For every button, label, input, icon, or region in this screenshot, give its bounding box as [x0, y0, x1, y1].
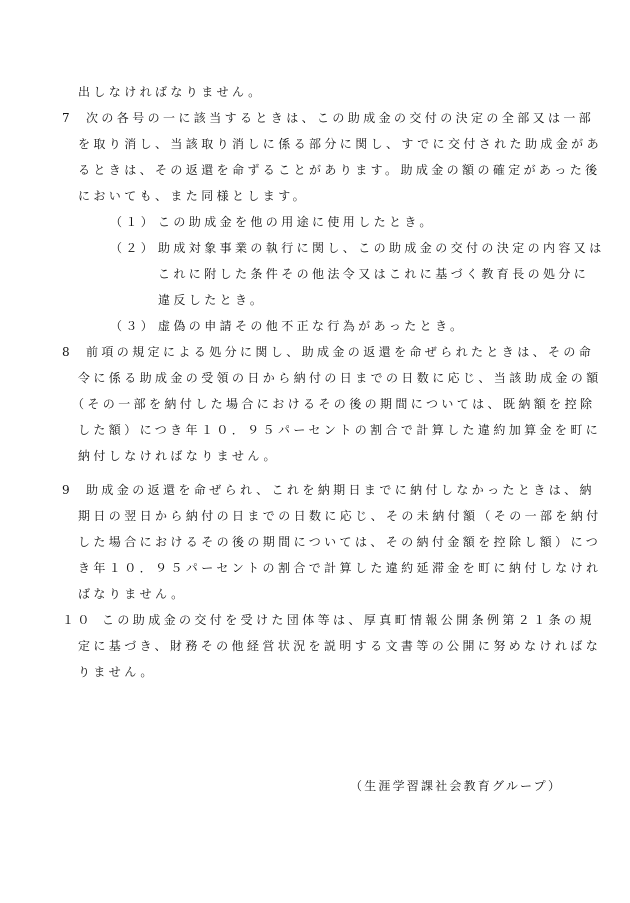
text-line: 定に基づき、財務その他経営状況を説明する文書等の公開に努めなければな	[78, 639, 602, 653]
text-line: りません。	[78, 665, 156, 679]
text-line: （その一部を納付した場合におけるその後の期間については、既納額を控除	[72, 397, 596, 411]
item-7-line: 7 次の各号の一に該当するときは、この助成金の交付の決定の全部又は一部	[62, 111, 595, 125]
text-line: るときは、その返還を命ずることがあります。助成金の額の確定があった後	[78, 163, 601, 177]
subitem-number: （１）	[110, 215, 157, 229]
subitem-number: （２）	[110, 241, 157, 255]
text-line: 令に係る助成金の受領の日から納付の日までの日数に応じ、当該助成金の額	[78, 371, 602, 385]
item-number: １０	[62, 613, 93, 627]
text-line: を取り消し、当該取り消しに係る部分に関し、すでに交付された助成金があ	[78, 137, 602, 151]
item-8-line: 8 前項の規定による処分に関し、助成金の返還を命ぜられたときは、その命	[62, 345, 595, 359]
subitem-1-line: （１） この助成金を他の用途に使用したとき。	[110, 215, 435, 229]
item-9-line: 9 助成金の返還を命ぜられ、これを納期日までに納付しなかったときは、納	[62, 483, 595, 497]
text-line: これに附した条件その他法令又はこれに基づく教育長の処分に	[158, 267, 590, 281]
text-line: き年１０．９５パーセントの割合で計算した違約延滞金を町に納付しなけれ	[78, 561, 602, 575]
text-line: 出しなければなりません。	[78, 85, 264, 99]
text-line: した場合におけるその後の期間については、その納付金額を控除し額）につ	[78, 535, 602, 549]
subitem-number: （３）	[110, 319, 157, 333]
text-line: 期日の翌日から納付の日までの日数に応じ、その未納付額（その一部を納付	[78, 509, 602, 523]
item-number: 8	[62, 345, 74, 359]
text-line: においても、また同様とします。	[78, 189, 309, 203]
subitem-3-line: （３） 虚偽の申請その他不正な行為があったとき。	[110, 319, 466, 333]
department-footer: （生涯学習課社会教育グループ）	[350, 779, 563, 793]
text-line: 納付しなければなりません。	[78, 449, 279, 463]
subitem-2-line: （２） 助成対象事業の執行に関し、この助成金の交付の決定の内容又は	[110, 241, 605, 255]
item-number: 9	[62, 483, 74, 497]
text-line: した額）につき年１０．９５パーセントの割合で計算した違約加算金を町に	[78, 423, 602, 437]
text-line: ばなりません。	[78, 587, 187, 601]
item-number: 7	[62, 111, 74, 125]
text-line: 違反したとき。	[158, 293, 266, 307]
item-10-line: １０ この助成金の交付を受けた団体等は、厚真町情報公開条例第２１条の規	[62, 613, 595, 627]
